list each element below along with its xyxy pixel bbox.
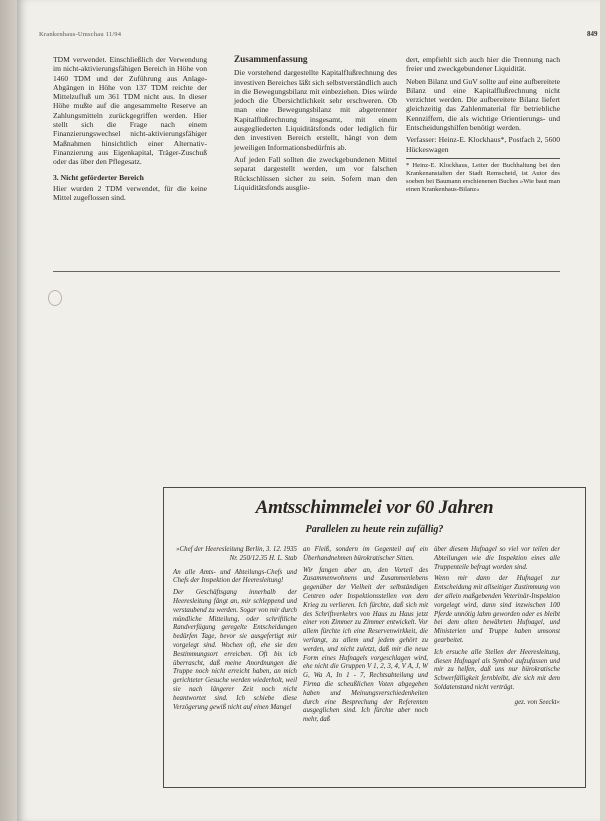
author-line: Verfasser: Heinz-E. Klockhaus*, Postfach 2, 5600 Hückeswagen <box>406 135 560 154</box>
paragraph: Hier wurden 2 TDM verwendet, für die keine Mittel zugeflossen sind. <box>53 183 207 203</box>
dateline: »Chef der Heeresleitung Berlin, 3. 12. 1935 Nr. 250/12.35 H. L. Stab <box>176 546 297 562</box>
paragraph: über diesem Hufnagel so viel vor teilen der Abteilungen wie die Inspektion eines alle Truppenteile befragt worden sind. <box>434 546 560 571</box>
section-heading: 3. Nicht geförderter Bereich <box>53 172 144 182</box>
address-line: An alle Amts- und Abteilungs-Chefs und Chefs der Inspektion der Heeresleitung! <box>173 568 297 585</box>
box-column-2 <box>303 546 428 728</box>
boxed-article <box>163 487 586 788</box>
book-spine-shadow <box>0 0 17 821</box>
box-subtitle: Parallelen zu heute rein zufällig? <box>305 524 444 535</box>
paragraph: an Fleiß, sondern im Gegenteil auf ein Überhandnehmen bürokratischer Sitten. <box>303 546 428 562</box>
paragraph: Ich ersuche alle Stellen der Heeresleitung, diesen Hufnagel als Symbol aufzufassen und mir zu helfen, daß uns nur bürokratische Schwerfälligkeit fernbleibt, die sich mit dem Soldatenstand nicht verträgt. <box>434 648 560 691</box>
article-column-1 <box>53 55 207 205</box>
footnote: * Heinz-E. Klockhaus, Leiter der Buchhaltung bei den Krankenanstalten der Stadt Remscheid, ist Autor des soeben bei Baumann erschienenen Buches »Wie baut man einen Krankenhaus-Bilanz« <box>406 158 560 194</box>
paragraph: Die vorstehend dargestellte Kapitalflußrechnung des investiven Bereiches läßt sich selbstverständlich auch in die Bewegungsbilanz mit einbeziehen. Dies würde jedoch die Übersichtlichkeit sehr erschweren. Ob man eine Bewegungsbilanz mit abgetrennter Kapitalflußrechnung insgesamt, mit einem ausgegliederten Liquiditätsfonds oder lediglich für den investiven Bereich erstellt, hängt von dem jeweiligen Informationsbedürfnis ab. <box>234 68 398 152</box>
article-column-3 <box>406 55 560 194</box>
paragraph: Auf jeden Fall sollten die zweckgebundenen Mittel separat dargestellt werden, um vor falschen Rückschlüssen sicher zu sein. Sofern man den Liquiditätsfonds ausglie- <box>234 154 397 192</box>
paragraph: Neben Bilanz und GuV sollte auf eine aufbereitete Bilanz und eine Kapitalflußrechnung nicht verzichtet werden. Die aufbereitete Bilanz liefert gleichzeitig das Zahlenmaterial für betriebliche Kennziffern, die als wichtige Orientierungs- und Entscheidungshilfen benötigt werden. <box>406 76 560 133</box>
paragraph: Wir fangen aber an, den Vorteil des Zusammenwohnens und Zusammenlebens gegenüber der Vielheit der selbständigen Centren oder Inspektionsstellen von dem Krieg zu verlieren. Ich fürchte, daß sich mit des Schriftverkehrs von Haus zu Haus jetzt einer von Zimmer zu Zimmer entwickelt. Vor allem fürchte ich eine Reservenwirkkeit, die verlangt, zu allem und jedem gehört zu werden, und nicht zuletzt, daß mir die neue Form eines Hufnagels vorgeschlagen wird, ehe nicht die Gruppen V 1, 2, 3, 4, V A, J, W G, Wa A, In 1 - 7, Rechtsabteilung und Firma die scheußlichen Voten abgegeben haben und Meinungsverschiedenheiten durch eine Besprechung der Referenten ausgeglichen sind. Ich fürchte aber noch mehr, daß <box>303 566 428 724</box>
section-heading-summary: Zusammenfassung <box>234 54 308 64</box>
punch-hole-mark <box>48 290 62 306</box>
box-column-3 <box>434 546 560 711</box>
running-header: Krankenhaus-Umschau 11/94 <box>39 31 122 38</box>
paragraph: Der Geschäftsgang innerhalb der Heeresleitung fängt an, mir schleppend und verstaubend zu werden. Sogar von mir durch mündliche Mitteilung, oder schriftliche Randverfügung geregelte Entscheidungen bedürfen Tage, bevor sie ausgefertigt mir vorgelegt sind. Wochen oft, ehe sie den Bestimmungsort erreichen. Oft bis ich überrascht, daß meine Anordnungen die Truppe noch nicht erreicht haben, an mich gerichteter Gesuche werden wiederholt, weil sie nach längerer Zeit noch nicht beantwortet sind. Ich schiebe diese Verzögerung gewiß nicht auf einen Mangel <box>173 589 297 711</box>
magazine-page <box>17 0 600 821</box>
paragraph: dert, empfiehlt sich auch hier die Trennung nach freier und zweckgebundener Liquidität. <box>406 55 560 74</box>
box-title: Amtsschimmelei vor 60 Jahren <box>255 497 494 518</box>
signature: gez. von Seeckt« <box>514 698 560 706</box>
article-column-2 <box>234 55 397 195</box>
page-number: 849 <box>587 30 598 38</box>
box-column-1 <box>173 546 297 715</box>
paragraph: Wenn mir dann der Hufnagel zur Entscheidung mit allseitiger Zustimmung von der allein maßgebenden Veterinär-Inspektion vorgelegt wird, dann sind inzwischen 100 Pferde unnötig lahm geworden oder es bleibt bei dem alten bewährten Hufnagel, und Ministerien und Truppe haben umsonst gearbeitet. <box>434 575 560 644</box>
section-divider <box>53 271 560 272</box>
paragraph: TDM verwendet. Einschließlich der Verwendung im nicht-aktivierungsfähigen Bereich in Höhe von 1460 TDM und der Zuführung aus Anlage-Abgängen in Höhe von 137 TDM reichte der Mittelzufluß um 361 TDM nicht aus. In dieser Höhe mußte auf die angesammelte Reserve an Zahlungsmitteln zurückgegriffen werden. Hier stellt sich die Frage nach einem Finanzierungswechsel nicht-aktivierungsfähiger Maßnahmen hinsichtlich einer Alternativ-Finanzierung aus Eigenkapital, Träger-Zuschuß oder das über den Pflegesatz. <box>53 55 207 167</box>
